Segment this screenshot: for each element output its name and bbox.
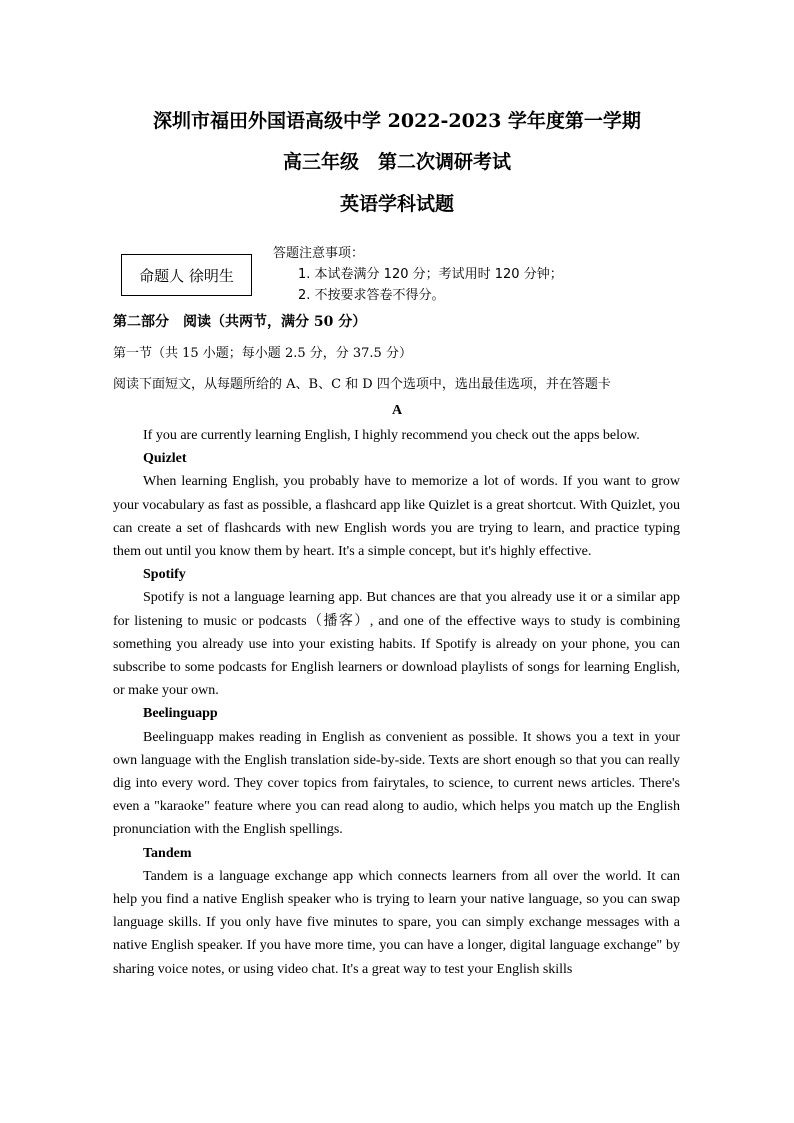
part-heading: 第二部分 阅读（共两节，满分 50 分） <box>113 314 367 330</box>
notes-item: 2. 不按要求答卷不得分。 <box>298 288 445 303</box>
app-heading-beelinguapp: Beelinguapp <box>143 706 218 722</box>
app-heading-tandem: Tandem <box>143 845 192 861</box>
notes-item: 1. 本试卷满分 120 分；考试用时 120 分钟； <box>298 267 563 282</box>
app-text-tandem: Tandem is a language exchange app which connects learners from all over the world. It can help you find a native English speaker who is trying to learn your native language, so you can swap language skills. If you only have five minutes to spare, you can simply exchange messages with a native English speaker. If you have more time, you can have a longer, digital language exchange" by sharing voice notes, or using video chat. It's a great way to test your English skills <box>113 868 680 977</box>
exam-notes <box>273 243 563 306</box>
notes-title: 答题注意事项： <box>273 246 365 261</box>
app-text-beelinguapp: Beelinguapp makes reading in English as convenient as possible. It shows you a text in your own language with the English translation side-by-side. Texts are short enough so that you can really dig into every word. They cover topics from fairytales, to science, to current news articles. There's even a "karaoke" feature where you can read along to audio, which helps you match up the English pronunciation with the English spellings. <box>113 729 680 838</box>
author-label: 命题人 徐明生 <box>139 266 234 285</box>
app-heading-spotify: Spotify <box>143 567 186 583</box>
instructions: 阅读下面短文，从每题所给的 A、B、C 和 D 四个选项中，选出最佳选项，并在答题卡 <box>113 377 611 392</box>
exam-name-title: 高三年级 第二次调研考试 <box>282 151 511 173</box>
passage-body <box>113 424 680 981</box>
school-term-title: 深圳市福田外国语高级中学 2022-2023 学年度第一学期 <box>153 110 641 132</box>
app-text-spotify: Spotify is not a language learning app. But chances are that you already use it or a similar app for listening to music or podcasts（播客）, and one of the effective ways to study is combining something you already use into your existing habits. If Spotify is already on your phone, you can subscribe to some podcasts for English learners or download playlists of songs for learning English, or make your own. <box>113 590 680 699</box>
app-text-quizlet: When learning English, you probably have to memorize a lot of words. If you want to grow your vocabulary as fast as possible, a flashcard app like Quizlet is a great shortcut. With Quizlet, you can create a set of flashcards with new English words you are trying to learn, and practice typing them out until you know them by heart. It's a simple concept, but it's highly effective. <box>113 474 680 560</box>
section-heading: 第一节（共 15 小题；每小题 2.5 分，分 37.5 分） <box>113 346 412 361</box>
passage-intro: If you are currently learning English, I highly recommend you check out the apps below. <box>143 428 640 443</box>
subject-title: 英语学科试题 <box>339 193 454 215</box>
passage-letter: A <box>391 403 403 418</box>
author-box <box>121 254 252 296</box>
app-heading-quizlet: Quizlet <box>143 451 187 467</box>
